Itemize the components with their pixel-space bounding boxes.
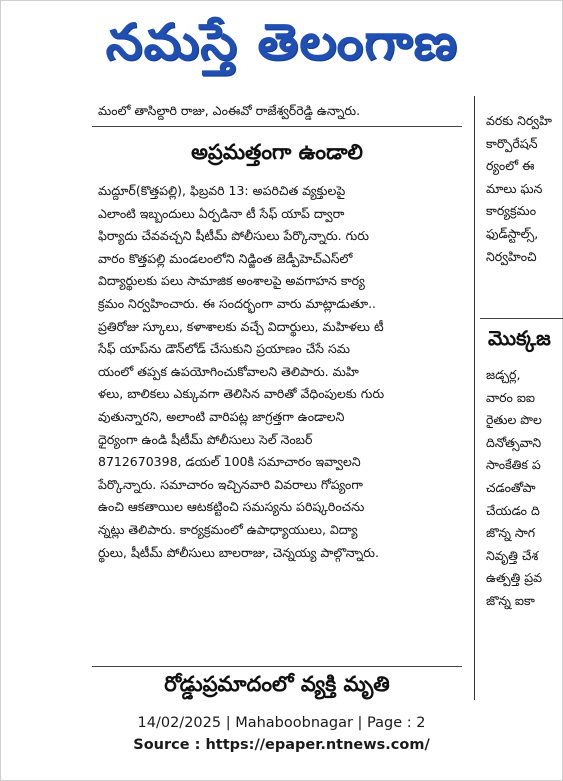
article-separator	[92, 126, 462, 127]
text-line: ర్యంలో ఈ	[486, 158, 535, 174]
text-line: పేర్కొన్నారు. సమాచారం ఇచ్చినవారి వివరాలు గోప్యంగా	[98, 476, 363, 492]
text-line: దినోత్సవాని	[486, 434, 542, 450]
text-line: ప్రతిరోజు స్కూలు, కళాశాలకు వచ్చే విదార్థులు, మహిళలు టీ	[98, 318, 384, 334]
text-line: ర్థులు, షీటీమ్ పోలీసులు బాలరాజు, చెన్నయ్య పాల్గొన్నారు.	[98, 544, 379, 560]
text-line: ఉత్పత్తి ప్రవ	[486, 570, 543, 586]
text-line: నివృత్తి చేశ	[486, 547, 539, 563]
text-line: కార్పొరేషన్	[486, 135, 538, 151]
text-line: రైతుల పొల	[486, 412, 542, 428]
text-line: ఉంచి ఆకతాయిల ఆటకట్టించి సమస్యను పరిష్కరించను	[98, 499, 365, 515]
article-body	[98, 180, 456, 564]
text-line: ఫిర్యాదు చేవవచ్చని షీటీమ్ పోలీసులు పేర్కొన్నారు. గురు	[98, 228, 369, 244]
page-footer	[0, 712, 563, 756]
main-column	[92, 96, 462, 700]
masthead-logo-text: నమస్తే తెలంగాణ	[105, 12, 458, 71]
text-line: క్రమం నిర్వహించారు. ఈ సందర్భంగా వారు మాట్లాడుతూ..	[98, 295, 377, 311]
footer-source: Source : https://epaper.ntnews.com/	[133, 737, 430, 753]
text-line: జొన్న ఐకా	[486, 592, 535, 608]
text-line: విద్యార్థులకు పలు సామాజిక అంశాలపై అవగాహన కార్య	[98, 273, 365, 289]
text-line: వారం ఐఐ	[486, 389, 535, 405]
text-line: సేఫ్ యాప్‌ను డౌన్‌లోడ్ చేసుకుని ప్రయాణం చేసే సమ	[98, 341, 350, 357]
text-line: 8712670398, డయల్ 100కి సమాచారం ఇవ్వాలని	[98, 454, 361, 470]
next-article-headline: రోడ్డుప్రమాదంలో వ్యక్తి మృతి	[164, 672, 390, 696]
text-line: యంలో తప్పక ఉపయోగించుకోవాలని తెలిపారు. మహి	[98, 363, 359, 379]
text-line: వరకు నిర్వహి	[486, 113, 552, 128]
text-line: ళలు, బాలికలు ఎక్కువగా తెలిసిన వారితో వేధింపులకు గురు	[98, 386, 385, 402]
previous-article-tail	[98, 100, 456, 123]
article-separator-bottom	[92, 666, 462, 667]
previous-article-line: మంలో తాసిల్దారి రాజు, ఎంఈవో రాజేశ్వర్‌రెడ్డి ఉన్నారు.	[98, 103, 361, 118]
text-line: వారం కొత్తపల్లి మండలంలోని నిడ్జింత జెడ్పీహెచ్ఎస్‌లో	[98, 250, 353, 266]
text-line: మద్దూర్(కొత్తపల్లి), ఫిబ్రవరి 13: అపరిచిత వ్యక్తులపై	[98, 183, 346, 198]
article-headline: అప్రమత్తంగా ఉండాలి	[191, 140, 363, 164]
right-article-headline: మొక్కజ	[488, 326, 551, 350]
text-line: చడంతోపా	[486, 479, 536, 495]
text-line: వుతున్నారని, అలాంటి వారిపట్ల జాగ్రత్తగా ఉండాలని	[98, 408, 345, 424]
text-line: సాంకేతిక ప	[486, 457, 541, 473]
text-line: ఫుడ్‌స్టాల్స్,	[486, 225, 539, 241]
text-line: ఎలాంటి ఇబ్బందులు ఏర్పడినా టీ సేఫ్ యాప్ ద్వారా	[98, 205, 345, 221]
text-line: చేయడం ది	[486, 502, 540, 518]
newspaper-masthead	[0, 0, 563, 96]
text-line: కార్యక్రమం	[486, 203, 537, 219]
text-line: జడ్చర్ల,	[486, 367, 521, 382]
column-divider	[474, 96, 475, 700]
text-line: జొన్న సాగ	[486, 525, 536, 541]
right-article-body	[486, 364, 563, 613]
text-line: న్నట్లు తెలిపారు. కార్యక్రమంలో ఉపాధ్యాయులు, విద్యా	[98, 521, 358, 537]
text-line: మాలు ఘన	[486, 180, 543, 196]
right-article-top	[486, 110, 563, 268]
right-separator	[480, 318, 563, 319]
text-line: ధైర్యంగా ఉండి షీటీమ్ పోలీసులు సెల్ నెంబర్	[98, 431, 313, 447]
right-column	[480, 96, 563, 700]
footer-date-edition: 14/02/2025 | Mahaboobnagar | Page : 2	[137, 715, 426, 731]
text-line: నిర్వహించి	[486, 248, 537, 264]
